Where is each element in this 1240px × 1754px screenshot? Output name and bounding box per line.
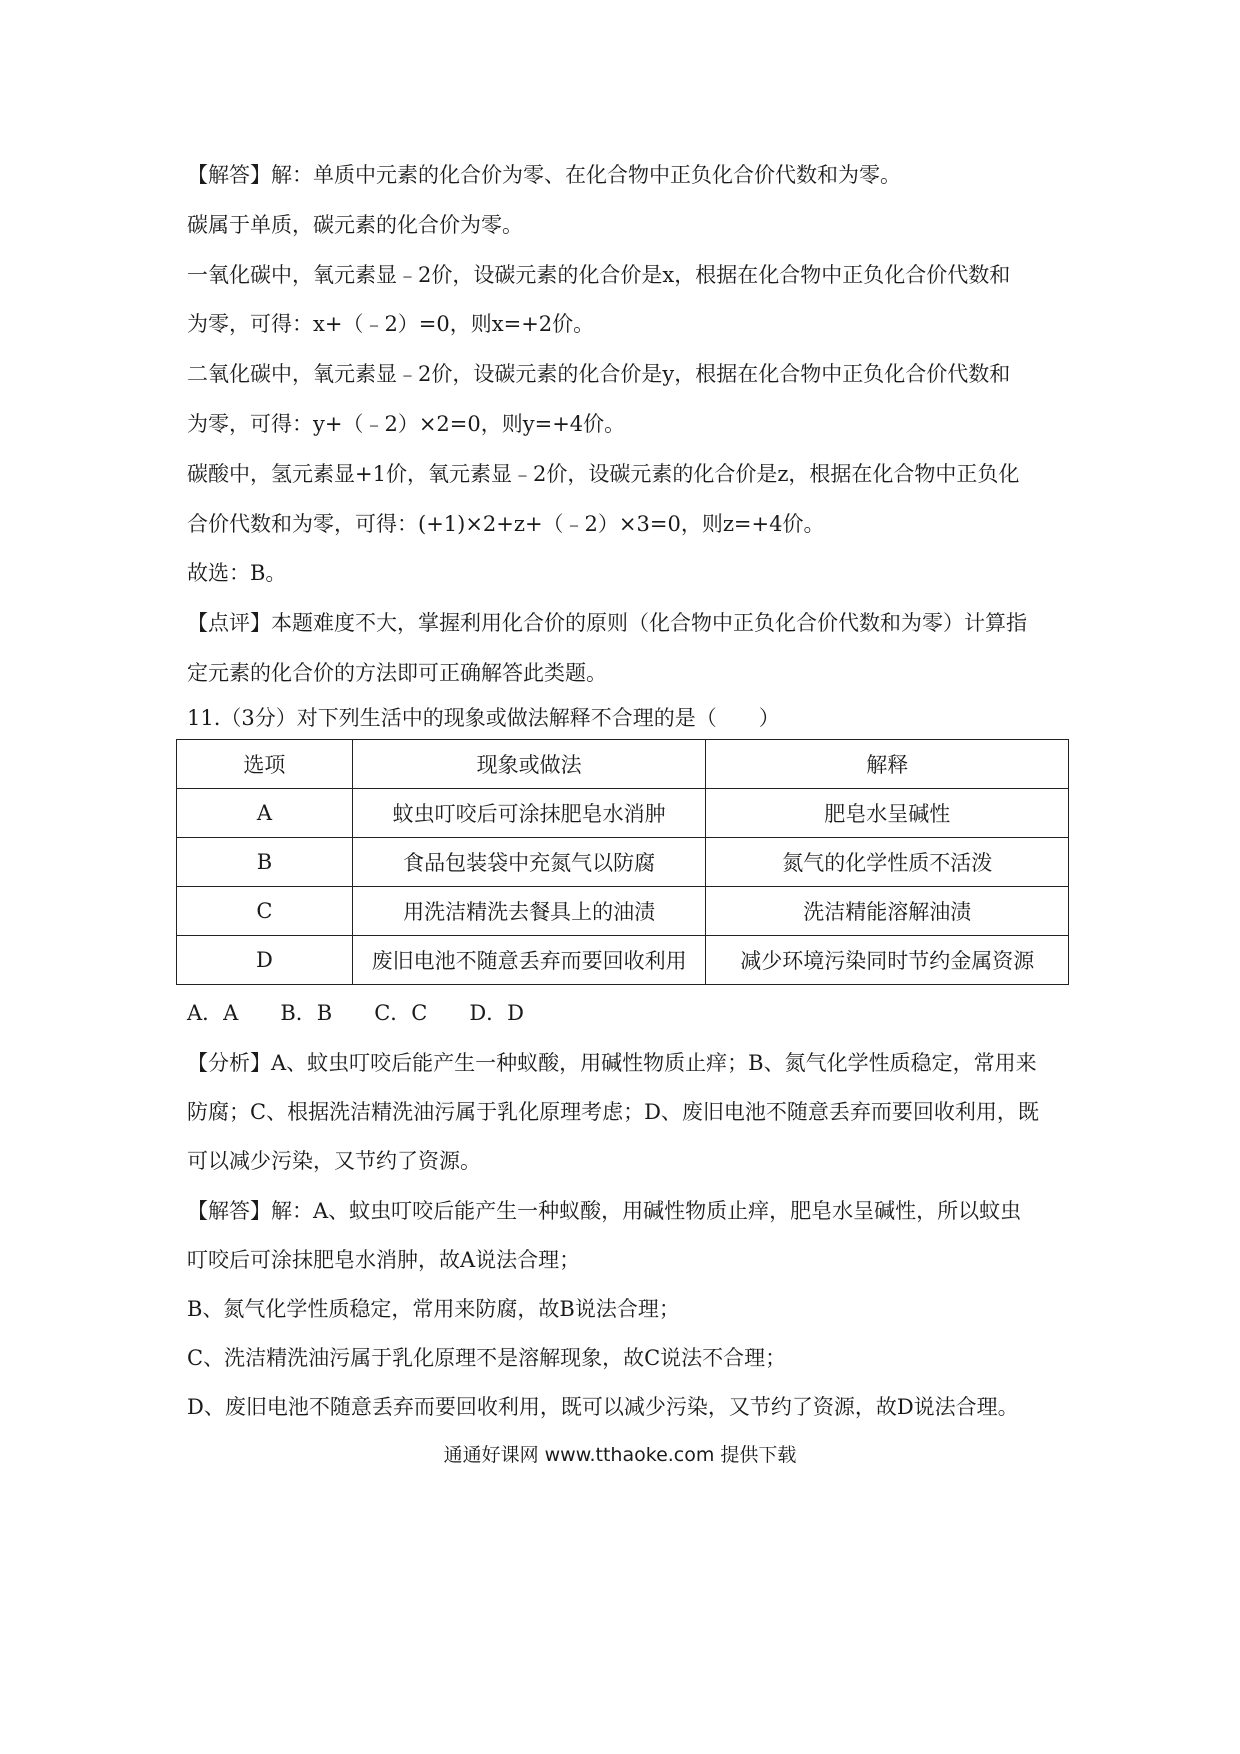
page-footer: 通通好课网 www.tthaoke.com 提供下载 (443, 1444, 797, 1466)
table-header-cell: 现象或做法 (352, 740, 706, 789)
table-cell: 氮气的化学性质不活泼 (706, 838, 1069, 887)
table-header-cell: 选项 (177, 740, 353, 789)
table-cell: A (177, 789, 353, 838)
solution-line: 合价代数和为零，可得：(+1)×2+z+（﹣2）×3=0，则z=+4价。 (187, 512, 825, 536)
analysis-line: 防腐；C、根据洗洁精洗油污属于乳化原理考虑；D、废旧电池不随意丢弃而要回收利用，既 (187, 1100, 1039, 1124)
table-row (177, 887, 1069, 936)
comment-line: 定元素的化合价的方法即可正确解答此类题。 (187, 661, 607, 685)
analysis-line: 可以减少污染，又节约了资源。 (187, 1149, 481, 1173)
solution-line: B、氮气化学性质稳定，常用来防腐，故B说法合理； (187, 1297, 680, 1321)
question-stem: 11.（3分）对下列生活中的现象或做法解释不合理的是（ ） (187, 706, 780, 730)
table-row (177, 936, 1069, 985)
table-cell: 减少环境污染同时节约金属资源 (706, 936, 1069, 985)
solution-line: D、废旧电池不随意丢弃而要回收利用，既可以减少污染，又节约了资源，故D说法合理。 (187, 1395, 1019, 1419)
table-cell: 废旧电池不随意丢弃而要回收利用 (352, 936, 706, 985)
table-cell: 用洗洁精洗去餐具上的油渍 (352, 887, 706, 936)
question-table (176, 739, 1069, 985)
table-cell: 蚊虫叮咬后可涂抹肥皂水消肿 (352, 789, 706, 838)
table-cell: D (177, 936, 353, 985)
solution-line: 碳酸中，氢元素显+1价，氧元素显﹣2价，设碳元素的化合价是z，根据在化合物中正负化 (187, 462, 1020, 486)
table-cell: 肥皂水呈碱性 (706, 789, 1069, 838)
solution-line: C、洗洁精洗油污属于乳化原理不是溶解现象，故C说法不合理； (187, 1346, 787, 1370)
analysis-line: 【分析】A、蚊虫叮咬后能产生一种蚁酸，用碱性物质止痒；B、氮气化学性质稳定，常用来 (187, 1051, 1037, 1075)
solution-line: 为零，可得：y+（﹣2）×2=0，则y=+4价。 (187, 412, 626, 436)
solution-line: 为零，可得：x+（﹣2）=0，则x=+2价。 (187, 312, 595, 336)
table-row (177, 789, 1069, 838)
solution-line: 【解答】解：A、蚊虫叮咬后能产生一种蚁酸，用碱性物质止痒，肥皂水呈碱性，所以蚊虫 (187, 1199, 1022, 1223)
table-cell: 食品包装袋中充氮气以防腐 (352, 838, 706, 887)
table-header-cell: 解释 (706, 740, 1069, 789)
solution-line: 故选：B。 (187, 561, 287, 585)
table-cell: C (177, 887, 353, 936)
solution-line: 【解答】解：单质中元素的化合价为零、在化合物中正负化合价代数和为零。 (187, 163, 901, 187)
table-cell: B (177, 838, 353, 887)
comment-line: 【点评】本题难度不大，掌握利用化合价的原则（化合物中正负化合价代数和为零）计算指 (187, 611, 1027, 635)
solution-line: 一氧化碳中，氧元素显﹣2价，设碳元素的化合价是x，根据在化合物中正负化合价代数和 (187, 263, 1011, 287)
table-cell: 洗洁精能溶解油渍 (706, 887, 1069, 936)
table-row (177, 838, 1069, 887)
solution-line: 叮咬后可涂抹肥皂水消肿，故A说法合理； (187, 1248, 581, 1272)
solution-line: 二氧化碳中，氧元素显﹣2价，设碳元素的化合价是y，根据在化合物中正负化合价代数和 (187, 362, 1011, 386)
solution-line: 碳属于单质，碳元素的化合价为零。 (187, 213, 523, 237)
table-header-row (177, 740, 1069, 789)
answer-options: A．A B．B C．C D．D (187, 1001, 525, 1025)
